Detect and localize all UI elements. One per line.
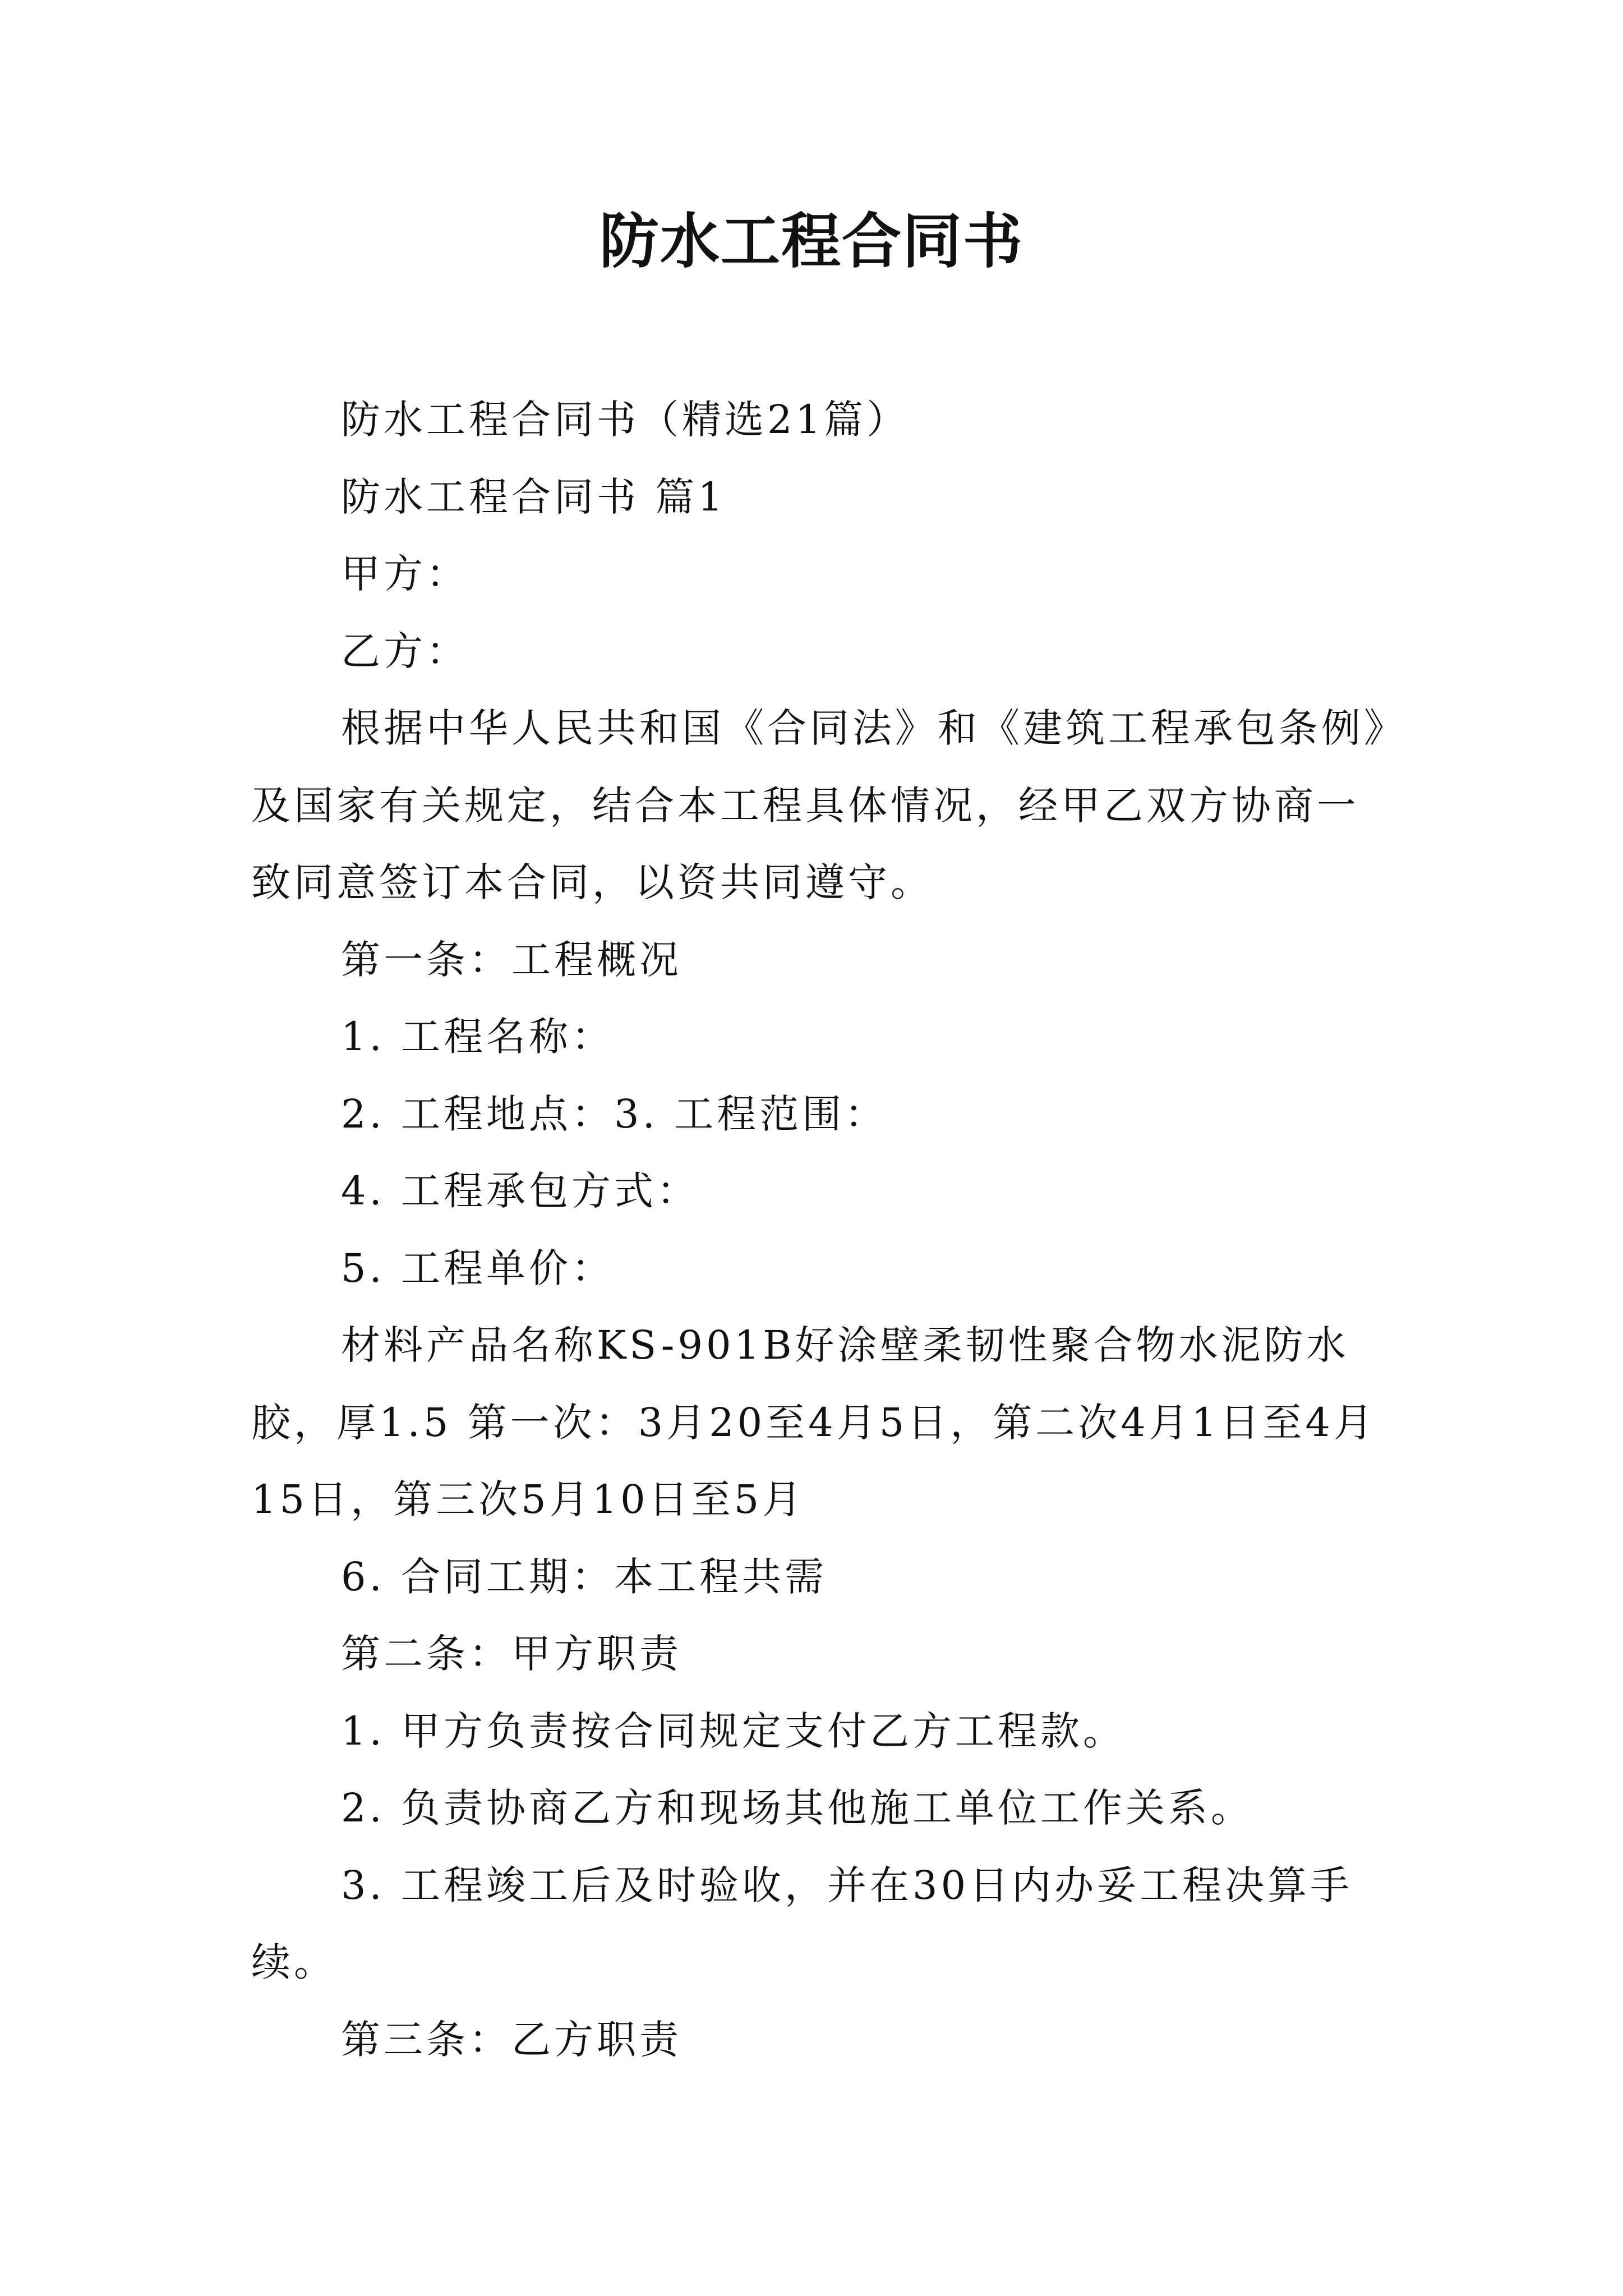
- party-b-line: 乙方：: [341, 628, 469, 674]
- clause-2-item-3: 3. 工程竣工后及时验收，并在30日内办妥工程决算手续。: [251, 1862, 1353, 1985]
- clause-1-item-5: 5. 工程单价：: [341, 1245, 615, 1291]
- clause-1-heading: 第一条：工程概况: [341, 936, 682, 983]
- document-body: [251, 381, 1390, 2078]
- preamble-paragraph: 根据中华人民共和国《合同法》和《建筑工程承包条例》及国家有关规定，结合本工程具体情况，经甲乙双方协商一致同意签订本合同，以资共同遵守。: [251, 705, 1387, 905]
- clause-2-item-2: 2. 负责协商乙方和现场其他施工单位工作关系。: [341, 1785, 1254, 1831]
- clause-1-item-2-3: 2. 工程地点：3. 工程范围：: [341, 1091, 888, 1137]
- clause-1-item-4: 4. 工程承包方式：: [341, 1168, 700, 1214]
- collection-heading: 防水工程合同书（精选21篇）: [341, 397, 910, 443]
- clause-2-item-1: 1. 甲方负责按合同规定支付乙方工程款。: [341, 1708, 1126, 1754]
- document-title: 防水工程合同书: [600, 206, 1023, 276]
- article-heading: 防水工程合同书 篇1: [341, 473, 726, 520]
- party-a-line: 甲方：: [341, 551, 469, 597]
- material-schedule-paragraph: 材料产品名称KS-901B好涂壁柔韧性聚合物水泥防水胶，厚1.5 第一次：3月20至4月5日，第二次4月1日至4月15日，第三次5月10日至5月: [251, 1322, 1376, 1522]
- clause-1-item-6: 6. 合同工期：本工程共需: [341, 1553, 828, 1600]
- clause-3-heading: 第三条：乙方职责: [341, 2016, 682, 2063]
- clause-2-heading: 第二条：甲方职责: [341, 1631, 682, 1677]
- clause-1-item-1: 1. 工程名称：: [341, 1014, 615, 1060]
